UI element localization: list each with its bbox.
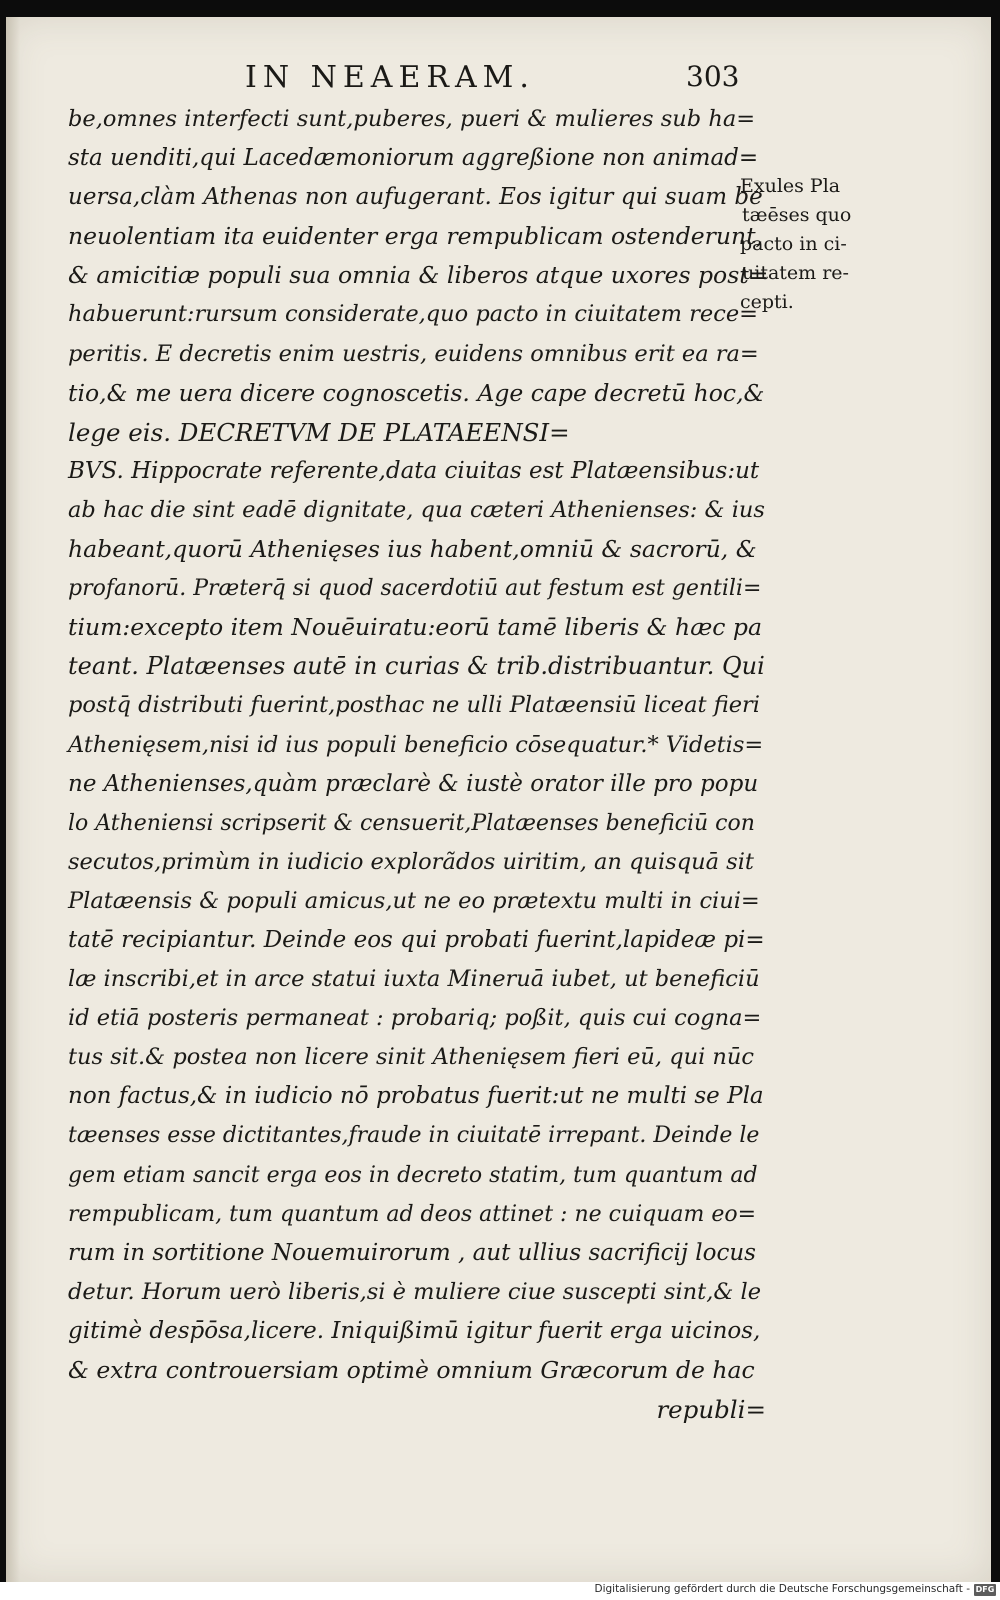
text-line: tium:excepto item Nouēuiratu:eorū tamē liberis & hæc pa <box>68 613 762 642</box>
text-line: tio,& me uera dicere cognoscetis. Age cape decretū hoc,& <box>68 378 765 407</box>
main-text-block <box>68 100 768 1429</box>
text-line: neuolentiam ita euidenter erga rempublicam ostenderunt, <box>68 222 764 251</box>
text-line: habuerunt:rursum considerate,quo pacto in ciuitatem rece= <box>68 301 758 328</box>
page-gutter-shadow <box>6 17 20 1582</box>
text-line: non factus,& in iudicio nō probatus fuerit:ut ne multi se Pla <box>68 1083 764 1110</box>
margin-note-line: Exules Pla <box>740 175 841 197</box>
page-number: 303 <box>686 60 740 93</box>
text-line: gem etiam sancit erga eos in decreto statim, tum quantum ad <box>68 1162 758 1188</box>
text-line: ne Athenienses,quàm præclarè & iustè orator ille pro popu <box>68 770 759 797</box>
text-line: BVS. Hippocrate referente,data ciuitas est Platæensibus:ut <box>68 457 760 484</box>
catchword-line: republi= <box>656 1395 766 1425</box>
text-line: peritis. E decretis enim uestris, euidens omnibus erit ea ra= <box>68 340 759 367</box>
marginal-note <box>740 172 880 317</box>
text-line: læ inscribi,et in arce statui iuxta Mineruā iubet, ut beneficiū <box>68 966 760 993</box>
text-line: secutos,primùm in iudicio explorãdos uiritim, an quisquā sit <box>68 848 754 875</box>
text-line: Athenięsem,nisi id ius populi beneficio cōsequatur.* Videtis= <box>68 731 764 758</box>
text-line: Platæensis & populi amicus,ut ne eo prætextu multi in ciui= <box>68 887 760 914</box>
text-line: postq̄ distributi fuerint,posthac ne ulli Platæensiū liceat fieri <box>68 692 760 719</box>
margin-note-line: tæēses quo <box>742 204 852 226</box>
text-line: profanorū. Præterq̄ si quod sacerdotiū aut festum est gentili= <box>68 576 762 602</box>
footer-credit: Digitalisierung gefördert durch die Deutsche Forschungsgemeinschaft - <box>594 1583 970 1595</box>
text-line: habeant,quorū Athenięses ius habent,omniū & sacrorū, & <box>68 535 757 564</box>
text-line: & amicitiæ populi sua omnia & liberos atque uxores post= <box>68 261 769 290</box>
text-line: rempublicam, tum quantum ad deos attinet : ne cuiquam eo= <box>68 1201 757 1227</box>
running-head: IN NEAERAM. <box>245 60 535 95</box>
dfg-logo-icon: DFG <box>975 1585 995 1594</box>
text-line: gitimè desp̄ōsa,licere. Iniquißimū igitur fuerit erga uicinos, <box>68 1317 761 1344</box>
text-line: lo Atheniensi scripserit & censuerit,Platæenses beneficiū con <box>68 810 755 836</box>
margin-note-line: cepti. <box>740 291 794 313</box>
text-line: detur. Horum uerò liberis,si è muliere ciue suscepti sint,& le <box>68 1278 762 1305</box>
text-line: tatē recipiantur. Deinde eos qui probati fuerint,lapideæ pi= <box>68 926 765 953</box>
text-line: be,omnes interfecti sunt,puberes, pueri & mulieres sub ha= <box>68 106 756 132</box>
text-line: ab hac die sint eadē dignitate, qua cæteri Athenienses: & ius <box>68 496 765 523</box>
text-line: tæenses esse dictitantes,fraude in ciuitatē irrepant. Deinde le <box>68 1123 760 1149</box>
text-line: rum in sortitione Nouemuirorum , aut ullius sacrificij locus <box>68 1239 756 1266</box>
text-line: teant. Platæenses autē in curias & trib.distribuantur. Qui <box>68 652 765 681</box>
text-line: sta uenditi,qui Lacedæmoniorum aggreßione non animad= <box>68 145 759 172</box>
text-line: id etiā posteris permaneat : probariq; poßit, quis cui cogna= <box>68 1005 762 1032</box>
text-line: uersa,clàm Athenas non aufugerant. Eos igitur qui suam be <box>68 184 763 211</box>
margin-note-line: uitatem re- <box>742 262 849 284</box>
text-line: tus sit.& postea non licere sinit Athenięsem fieri eū, qui nūc <box>68 1044 755 1071</box>
text-line: lege eis. DECRETVM DE PLATAEENSI= <box>68 417 570 447</box>
margin-note-line: pacto in ci- <box>740 233 847 255</box>
text-line: & extra controuersiam optimè omnium Græcorum de hac <box>68 1356 755 1384</box>
